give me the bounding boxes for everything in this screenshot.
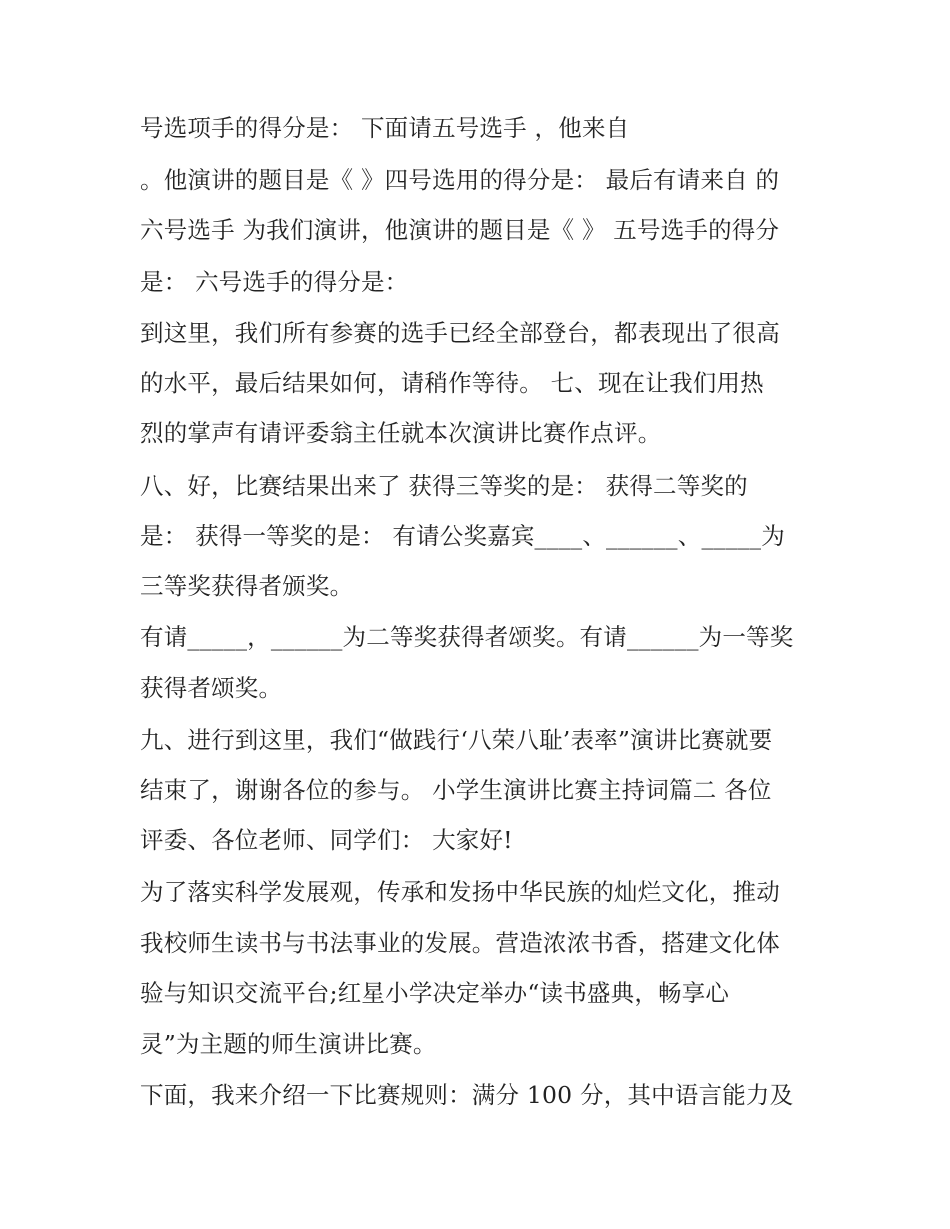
text-line: 为了落实科学发展观，传承和发扬中华民族的灿烂文化，推动 — [140, 878, 780, 906]
text-line: 验与知识交流平台;红星小学决定举办“读书盛典，畅享心 — [140, 979, 730, 1007]
text-line: 我校师生读书与书法事业的发展。营造浓浓书香，搭建文化体 — [140, 929, 780, 957]
text-line: 。他演讲的题目是《 》四号选用的得分是： 最后有请来自 的 — [140, 166, 780, 194]
text-line: 是： 六号选手的得分是： — [140, 268, 409, 296]
text-line: 评委、各位老师、同学们： 大家好! — [140, 826, 513, 854]
text-line: 灵”为主题的师生演讲比赛。 — [140, 1030, 437, 1058]
text-line: 是： 获得一等奖的是： 有请公奖嘉宾____、______、_____为 — [140, 522, 785, 550]
text-line: 结束了，谢谢各位的参与。 小学生演讲比赛主持词篇二 各位 — [140, 776, 772, 804]
text-line: 六号选手 为我们演讲，他演讲的题目是《 》 五号选手的得分 — [140, 216, 780, 244]
text-line: 有请_____，______为二等奖获得者颂奖。有请______为一等奖 — [140, 623, 794, 651]
text-line: 九、进行到这里，我们“做践行‘八荣八耻’表率”演讲比赛就要 — [140, 726, 773, 754]
text-line: 获得者颂奖。 — [140, 674, 283, 702]
text-line: 烈的掌声有请评委翁主任就本次演讲比赛作点评。 — [140, 419, 662, 447]
text-line: 八、好，比赛结果出来了 获得三等奖的是： 获得二等奖的 — [140, 472, 748, 500]
text-line: 三等奖获得者颁奖。 — [140, 572, 354, 600]
text-line: 到这里，我们所有参赛的选手已经全部登台，都表现出了很高 — [140, 319, 780, 347]
text-line: 号选项手的得分是： 下面请五号选手 ，他来自 — [140, 114, 630, 142]
text-line: 下面，我来介绍一下比赛规则：满分 100 分，其中语言能力及 — [140, 1081, 794, 1109]
text-line: 的水平，最后结果如何，请稍作等待。 七、现在让我们用热 — [140, 369, 764, 397]
